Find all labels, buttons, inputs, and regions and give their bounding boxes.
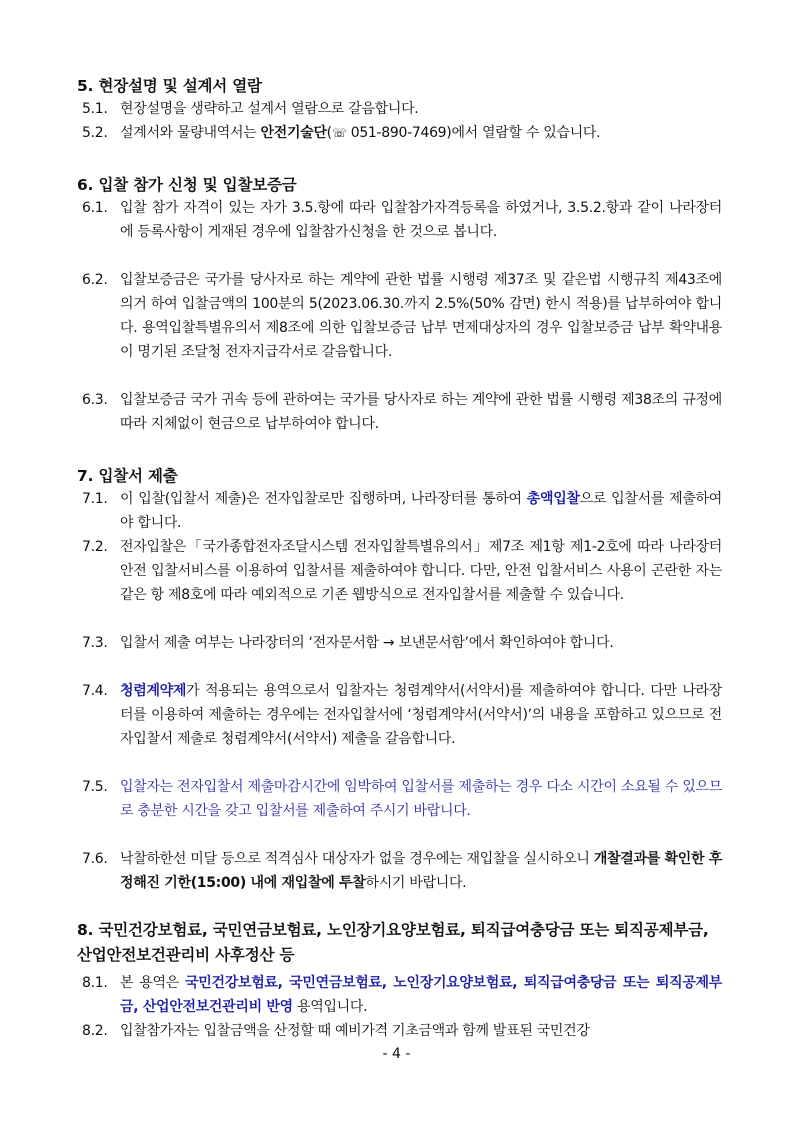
item-7-5 — [82, 775, 722, 823]
item-text: 입찰서 제출 여부는 나라장터의 ‘전자문서함 → 보낸문서함’에서 확인하여야 합니다. — [120, 635, 614, 651]
item-7-4 — [82, 679, 722, 751]
text-part: ( — [326, 125, 332, 141]
item-text — [120, 487, 722, 535]
text-part: 설계서와 물량내역서는 — [120, 125, 261, 141]
item-number: 6.3. — [82, 392, 108, 408]
phone-number: 051-890-7469 — [346, 125, 447, 141]
item-text — [120, 847, 722, 895]
phone-icon: ☏ — [331, 126, 347, 140]
item-6-3 — [82, 388, 722, 436]
item-text: 입찰보증금 국가 귀속 등에 관하여는 국가를 당사자로 하는 계약에 관한 법률 시행령 제38조의 규정에 따라 지체없이 현금으로 납부하여야 합니다. — [120, 392, 722, 432]
section-5-title: 5. 현장설명 및 설계서 열람 — [77, 77, 262, 95]
item-number: 7.1. — [82, 491, 108, 507]
item-6-1 — [82, 196, 722, 244]
item-number: 6.2. — [82, 272, 108, 288]
item-text: 입찰참가자는 입찰금액을 산정할 때 예비가격 기초금액과 함께 발표된 국민건강 — [120, 1023, 590, 1039]
item-number: 7.2. — [82, 539, 108, 555]
org-name: 안전기술단 — [260, 125, 327, 141]
item-text — [120, 121, 722, 145]
item-number: 6.1. — [82, 200, 108, 216]
item-text — [120, 971, 722, 1019]
page-number: - 4 - — [382, 1046, 411, 1062]
item-7-2 — [82, 535, 722, 607]
section-8-title: 8. 국민건강보험료, 국민연금보험료, 노인장기요양보험료, 퇴직급여충당금 또는 퇴직공제부금, 산업안전보건관리비 사후정산 등 — [77, 921, 709, 964]
section-7-title: 7. 입찰서 제출 — [77, 467, 178, 485]
text-part: )에서 열람할 수 있습니다. — [446, 125, 601, 141]
item-6-2 — [82, 268, 722, 364]
highlight-text: 총액입찰 — [526, 491, 580, 507]
item-number: 7.4. — [82, 683, 108, 699]
item-5-1 — [82, 97, 722, 121]
text-part: 용역입니다. — [292, 999, 368, 1015]
item-text: 입찰보증금은 국가를 당사자로 하는 계약에 관한 법률 시행령 제37조 및 같은법 시행규칙 제43조에 의거 하여 입찰금액의 100분의 5(2023.06.30.까지 2.5%(50% 감면) 한시 적용)를 납부하여야 합니다. 용역입찰특별유의서 제8조에 의한 입찰보증금 납부 면제대상자의 경우 입찰보증금 납부 확약내용이 명기된 조달청 전자지급각서로 갈음합니다. — [120, 272, 722, 360]
item-5-2 — [82, 121, 722, 145]
item-number: 7.5. — [82, 779, 108, 795]
text-part: 이 입찰(입찰서 제출)은 전자입찰로만 집행하며, 나라장터를 통하여 — [120, 491, 527, 507]
item-text — [120, 679, 722, 751]
item-number: 7.3. — [82, 635, 108, 651]
section-6-title: 6. 입찰 참가 신청 및 입찰보증금 — [77, 176, 297, 194]
highlight-text: 청렴계약제 — [120, 683, 187, 699]
item-text: 입찰자는 전자입찰서 제출마감시간에 임박하여 입찰서를 제출하는 경우 다소 시간이 소요될 수 있으므로 충분한 시간을 갖고 입찰서를 제출하여 주시기 바랍니다. — [120, 779, 722, 819]
item-7-3 — [82, 631, 722, 655]
item-text: 입찰 참가 자격이 있는 자가 3.5.항에 따라 입찰참가자격등록을 하였거나, 3.5.2.항과 같이 나라장터에 등록사항이 게재된 경우에 입찰참가신청을 한 것으로 봅니다. — [120, 200, 722, 240]
item-text: 현장설명을 생략하고 설계서 열람으로 갈음합니다. — [120, 101, 419, 117]
text-part: 낙찰하한선 미달 등으로 적격심사 대상자가 없을 경우에는 재입찰을 실시하오니 — [120, 851, 594, 867]
item-number: 7.6. — [82, 851, 108, 867]
item-7-1 — [82, 487, 722, 535]
text-part: 가 적용되는 용역으로서 입찰자는 청렴계약서(서약서)를 제출하여야 합니다. 다만 나라장터를 이용하여 제출하는 경우에는 전자입찰서에 ‘청렴계약서(서약서)’의 내용을 포함하고 있으므로 전자입찰서 제출로 청렴계약서(서약서) 제출을 갈음합니다. — [120, 683, 722, 747]
item-text: 전자입찰은「국가종합전자조달시스템 전자입찰특별유의서」제7조 제1항 제1-2호에 따라 나라장터 안전 입찰서비스를 이용하여 입찰서를 제출하여야 합니다. 다만, 안전 입찰서비스 사용이 곤란한 자는 같은 항 제8호에 따라 예외적으로 기존 웹방식으로 전자입찰서를 제출할 수 있습니다. — [120, 539, 722, 603]
item-number: 8.2. — [82, 1023, 108, 1039]
item-number: 5.2. — [82, 125, 108, 141]
item-7-6 — [82, 847, 722, 895]
highlight-text: 국민건강보험료, 국민연금보험료, 노인장기요양보험료, 퇴직급여충당금 또는 퇴직공제부금, 산업안전보건관리비 반영 — [120, 975, 722, 1015]
text-part: 하시기 바랍니다. — [365, 875, 467, 891]
item-8-1 — [82, 971, 722, 1019]
text-part: 으로 입찰서를 제출하여야 합니다. — [120, 491, 722, 531]
item-8-2 — [82, 1019, 722, 1043]
item-number: 8.1. — [82, 975, 108, 991]
bold-text: 개찰결과를 확인한 후 정해진 기한(15:00) 내에 재입찰에 투찰 — [120, 851, 722, 891]
text-part: 본 용역은 — [120, 975, 186, 991]
item-number: 5.1. — [82, 101, 108, 117]
